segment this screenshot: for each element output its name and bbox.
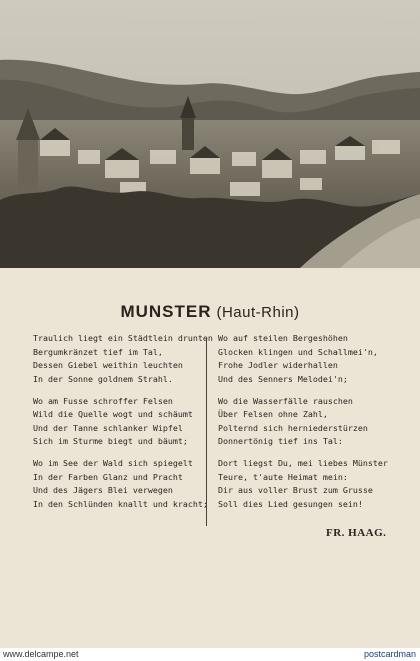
poem-line: Über Felsen ohne Zahl, (218, 409, 328, 419)
poem-stanza (218, 332, 408, 386)
title-region: (Haut-Rhin) (216, 304, 300, 321)
poem-line: Bergumkränzet tief im Tal, (33, 346, 163, 357)
poem-line: In der Farben Glanz und Pracht (33, 471, 183, 482)
site-watermark-link[interactable]: www.delcampe.net (3, 649, 79, 659)
town-panorama-illustration (0, 0, 420, 268)
poem-line: Sich im Sturme biegt und bäumt; (33, 436, 188, 446)
poem-stanza (33, 457, 223, 511)
poem-line: Und der Tanne schlanker Wipfel (33, 422, 183, 433)
poem-line: In den Schlünden knallt und kracht; (33, 498, 208, 509)
poem-line: Polternd sich herniederstürzen (218, 422, 368, 433)
poem-line: Und des Senners Melodei'n; (218, 373, 348, 384)
seller-watermark-link[interactable]: postcardman (363, 649, 416, 659)
town-panorama-photo (0, 0, 420, 268)
poem-right-column (218, 332, 408, 520)
footer-bar (0, 648, 420, 661)
poem-line: Donnertönig tief ins Tal: (218, 436, 343, 446)
title-town: MUNSTER (120, 302, 212, 321)
poem-line: Glocken klingen und Schallmei'n, (218, 346, 378, 357)
poem-stanza (33, 332, 223, 386)
poem-line: Dort liegst Du, mei liebes Münster (218, 458, 388, 468)
poem-stanza (218, 457, 408, 511)
poem-line: Teure, t'aute Heimat mein: (218, 471, 348, 482)
poem-line: Wo am Fusse schroffer Felsen (33, 395, 173, 406)
card-title (0, 302, 420, 322)
poem-line: Wo auf steilen Bergeshöhen (218, 333, 348, 343)
poem-line: In der Sonne goldnem Strahl. (33, 373, 173, 384)
poem-line: Dir aus voller Brust zum Grusse (218, 485, 373, 495)
poem-line: Traulich liegt ein Städtlein drunten (33, 333, 213, 343)
poem-line: Und des Jägers Blei verwegen (33, 485, 173, 495)
poem-stanza (33, 395, 223, 449)
poem-line: Wild die Quelle wogt und schäumt (33, 409, 193, 419)
poem-line: Frohe Jodler widerhallen (218, 360, 338, 370)
poem-left-column (33, 332, 223, 520)
poem-author: FR. HAAG. (326, 527, 387, 539)
poem-line: Soll dies Lied gesungen sein! (218, 498, 363, 509)
poem-line: Dessen Giebel weithin leuchten (33, 360, 183, 370)
column-divider (206, 338, 207, 526)
poem-stanza (218, 395, 408, 449)
poem-line: Wo die Wasserfälle rauschen (218, 395, 353, 406)
poem-line: Wo im See der Wald sich spiegelt (33, 458, 193, 468)
